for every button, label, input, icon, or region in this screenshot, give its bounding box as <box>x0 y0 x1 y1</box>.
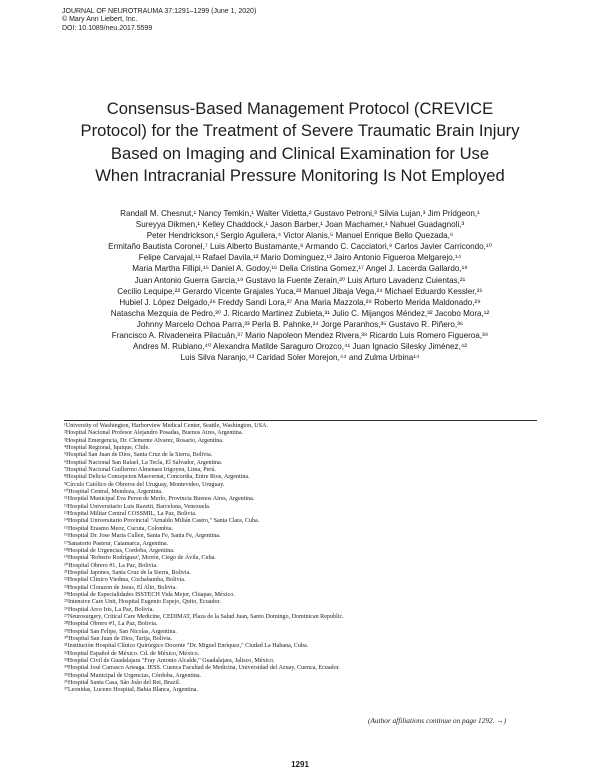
author-line: Sureyya Dikmen,¹ Kelley Chaddock,¹ Jason Barber,¹ Joan Machamer,¹ Nahuel Guadagnoli,³ <box>135 220 465 230</box>
affiliation-item: ²²Hospital Clinico Viedma, Cochabamba, Bolivia. <box>64 577 186 584</box>
affiliation-item: ⁵Hospital San Juan de Dios, Santa Cruz de la Sierra, Bolivia. <box>64 452 213 459</box>
article-title <box>40 98 560 188</box>
doi-line[interactable]: DOI: 10.1089/neu.2017.5599 <box>62 24 153 32</box>
title-line: Consensus-Based Management Protocol (CREVICE <box>106 99 494 118</box>
affiliation-item: ²⁵Intensive Care Unit, Hospital Eugenio Espejo, Quito, Ecuador. <box>64 599 221 606</box>
affiliation-item: ³¹Institución Hospital Clínico Quirúrgico Docente "Dr. Miguel Enríquez," Ciudad La Habana, Cuba. <box>64 643 309 650</box>
author-line: Juan Antonio Guerra Garcia,¹⁹ Gustavo la Fuente Zerain,²⁰ Luis Arturo Lavadenz Cuientas,²¹ <box>134 275 466 285</box>
author-line: Hubiel J. López Delgado,²⁶ Freddy Sandi Lora,²⁷ Ana Maria Mazzola,²⁸ Roberto Merida Maldonado,²⁹ <box>119 297 481 307</box>
affiliation-item: ²³Hospital Clorazon de Jesus, El Alto, Bolivia. <box>64 584 177 591</box>
affiliation-item: ⁷Hospital Nacional Guillermo Almenara Irigoyen, Lima, Perú. <box>64 467 216 474</box>
author-line: Johnny Marcelo Ochoa Parra,³³ Perla B. Pahnke,³⁴ Jorge Paranhos,³⁵ Gustavo R. Piñero,³⁶ <box>136 319 464 329</box>
affiliation-item: ¹⁵Hospital Erasmo Meoz, Cucuta, Colombia. <box>64 525 174 532</box>
author-line: Maria Martha Fillipi,¹⁵ Daniel A. Godoy,¹⁶ Delia Cristina Gomez,¹⁷ Angel J. Lacerda Gallardo,¹⁸ <box>132 264 468 274</box>
author-line: Luis Silva Naranjo,⁴³ Caridad Soler Morejon,⁴⁴ and Zulma Urbina¹⁴ <box>180 353 420 363</box>
affiliation-item: ¹²Hospital Universitario Luis Razetti, Barcelona, Venezuela. <box>64 503 211 510</box>
author-line: Peter Hendrickson,¹ Sergio Aguilera,⁴ Victor Alanis,⁵ Manuel Enrique Bello Quezada,⁶ <box>146 231 454 241</box>
affiliation-item: ²⁸Hospital Obrero #1, La Paz, Bolivia. <box>64 621 158 628</box>
affiliation-item: ²⁹Hospital San Felipe, San Nicolas, Argentina. <box>64 628 177 635</box>
author-line: Felipe Carvajal,¹¹ Rafael Davila,¹² Mario Dominguez,¹³ Jairo Antonio Figueroa Melgarejo,¹⁴ <box>138 253 462 263</box>
affiliation-item: ²⁷Neurosurgery, Critical Care Medicine, CEDIMAT, Plaza de la Salud Juan, Santo Domingo, Dominican Republic. <box>64 613 344 620</box>
title-line: When Intracranial Pressure Monitoring Is Not Employed <box>95 166 505 186</box>
affiliation-item: ¹⁰Hospital Central, Mendoza, Argentina. <box>64 489 163 496</box>
author-list <box>50 208 550 363</box>
author-line: Francisco A. Rivadeneira Pilacuán,³⁷ Mario Napoleon Mendez Rivera,³⁸ Ricardo Luis Romero Figueroa,³⁹ <box>111 331 489 341</box>
title-line: Based on Imaging and Clinical Examination for Use <box>110 143 490 163</box>
affiliation-item: ⁴Hospital Regional, Iquique, Chile. <box>64 445 150 452</box>
title-line: Protocol) for the Treatment of Severe Traumatic Brain Injury <box>80 121 520 141</box>
affiliation-item: ¹¹Hospital Municipal Eva Peron de Merlo, Provincia Buenos Aires, Argentina. <box>64 496 255 503</box>
affiliations-divider <box>64 420 537 421</box>
affiliation-item: ³⁰Hospital San Juan de Dios, Tarija, Bolivia. <box>64 635 173 642</box>
affiliation-item: ³⁴Hospital José Carrasco Arteaga. IESS. Cuenca Facultad de Medicina, Universidad del Azuay, Cuenca, Ecuador. <box>64 665 340 672</box>
affiliation-item: ²¹Hospital Japones, Santa Cruz de la Sierra, Bolivia. <box>64 569 191 576</box>
affiliation-item: ³²Hospital Español de México. Cd. de México, México. <box>64 650 200 657</box>
author-line: Cecilio Lequipe,²² Gerardo Vicente Grajales Yuca,²³ Manuel Jibaja Vega,²⁴ Michael Eduardo Kessler,²⁵ <box>117 286 483 296</box>
affiliation-item: ¹University of Washington, Harborview Medical Center, Seattle, Washington, USA. <box>64 423 268 429</box>
affiliation-item: ¹⁶Hospital Dr. Jose Maria Cullen, Santa Fe, Santa Fe, Argentina. <box>64 533 221 540</box>
affiliation-item: ¹³Hospital Militar Central COSSMIL, La Paz, Bolivia. <box>64 511 197 518</box>
affiliation-item: ⁶Hospital Nacional San Rafael, La Tecla, El Salvador, Argentina. <box>64 459 223 466</box>
author-line: Natascha Mezquia de Pedro,³⁰ J. Ricardo Martinez Zubieta,³¹ Julio C. Mijangos Méndez,³² Jacobo Mora,¹² <box>110 308 490 318</box>
author-line: Randall M. Chesnut,¹ Nancy Temkin,¹ Walter Videtta,² Gustavo Petroni,³ Silvia Lujan,³ Jim Pridgeon,¹ <box>120 209 480 218</box>
page-number: 1291 <box>291 760 309 769</box>
affiliation-item: ⁸Hospital Delicia Concepcion Masvernat, Concordia, Entre Rios, Argentina. <box>64 474 250 481</box>
author-line: Andres M. Rubiano,⁴⁰ Alexandra Matilde Saraguro Orozco,⁴¹ Juan Ignacio Silesky Jiménez,⁴² <box>133 342 467 352</box>
affiliation-list <box>64 423 344 695</box>
affiliation-item: ¹⁴Hospital Universitario Provincial "Arnaldo Milián Castro," Santa Clara, Cuba. <box>64 518 260 525</box>
affiliation-item: ⁹Círculo Católico de Obreros del Uruguay, Montevideo, Uruguay. <box>64 481 225 488</box>
affiliation-item: ³³Hospital Civil de Guadalajara "Fray Antonio Alcalde," Guadalajara, Jalisco, México. <box>64 658 275 664</box>
affiliation-item: ²⁴Hospital de Especialidades ISSTECH Vida Mejor, Chiapas, México. <box>64 591 235 598</box>
affiliation-item: ²⁰Hospital Obrero #1, La Paz, Bolivia. <box>64 562 158 569</box>
affiliation-item: ¹⁹Hospital 'Roberto Rodríguez', Morón, Ciego de Ávila, Cuba. <box>64 555 216 562</box>
affiliation-item: ³⁷Leonidas, Luceno Hospital, Bahia Blanca, Argentina. <box>64 687 198 694</box>
author-line: Ermitaño Bautista Coronel,⁷ Luis Alberto Bustamante,⁸ Armando C. Cacciatori,⁹ Carlos Javier Carricondo,¹⁰ <box>108 242 492 252</box>
affiliation-item: ³⁶Hospital Santa Casa, São João del Rei, Brazil. <box>64 680 181 687</box>
affiliation-item: ³⁵Hospital Municipal de Urgencias, Córdoba, Argentina. <box>64 672 202 679</box>
affiliation-item: ¹⁸Hospital de Urgencias, Cordoba, Argentina. <box>64 547 175 554</box>
affiliations-continue-note: (Author affiliations continue on page 1292. →) <box>368 716 507 725</box>
affiliation-item: ¹⁷Sanatorio Pasteur, Catamarca, Argentina. <box>64 540 169 547</box>
journal-citation: JOURNAL OF NEUROTRAUMA 37:1291–1299 (June 1, 2020) <box>62 8 257 15</box>
affiliation-item: ²⁶Hospital Arco Iris, La Paz, Bolivia. <box>64 606 154 613</box>
journal-header <box>62 8 256 33</box>
affiliation-item: ²Hospital Nacional Profesor Alejandro Posadas, Buenos Aires, Argentina. <box>64 430 244 437</box>
affiliation-item: ³Hospital Emergencia, Dr. Clemente Alvarez, Rosario, Argentina. <box>64 437 224 444</box>
copyright-line: © Mary Ann Liebert, Inc. <box>62 16 138 24</box>
